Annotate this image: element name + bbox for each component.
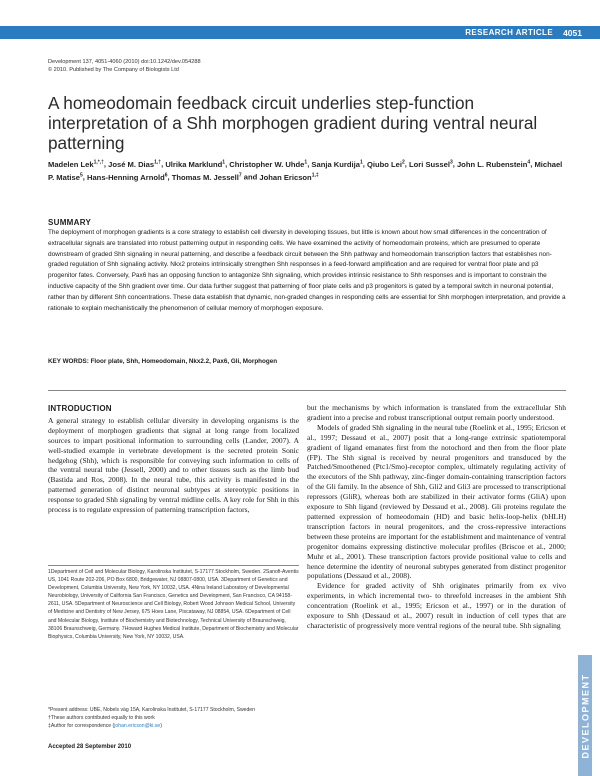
body-right-column bbox=[307, 403, 566, 631]
author-name bbox=[87, 173, 168, 182]
author-name-text: Qiubo Lei bbox=[366, 159, 402, 169]
author-name bbox=[409, 160, 453, 169]
author-name bbox=[259, 173, 318, 182]
citation-line: Development 137, 4051-4060 (2010) doi:10.1242/dev.054288 bbox=[48, 59, 201, 65]
page-number: 4051 bbox=[563, 27, 582, 38]
author-name bbox=[311, 160, 362, 169]
author-affiliation-marker: 1,*,† bbox=[93, 159, 104, 165]
intro-column bbox=[48, 404, 299, 515]
author-name bbox=[48, 160, 104, 169]
header-band bbox=[0, 26, 600, 39]
author-name bbox=[457, 160, 530, 169]
author-name-text: Lori Sussel bbox=[409, 159, 450, 169]
author-affiliation-marker: 2 bbox=[401, 159, 405, 165]
author-name-text: Hans-Henning Arnold bbox=[86, 172, 165, 182]
journal-side-tab bbox=[578, 655, 592, 776]
correspondence-prefix: ‡Author for correspondence ( bbox=[48, 723, 115, 730]
author-affiliation-marker: 6 bbox=[164, 172, 168, 179]
author-name-text: José M. Dias bbox=[108, 159, 155, 169]
article-type-label: RESEARCH ARTICLE bbox=[465, 28, 554, 37]
author-name-text: Madelen Lek bbox=[48, 159, 94, 169]
author-affiliation-marker: 5 bbox=[79, 172, 83, 179]
author-affiliation-marker: 1 bbox=[222, 159, 226, 165]
author-name-text: John L. Rubenstein bbox=[456, 159, 528, 169]
intro-heading: INTRODUCTION bbox=[48, 404, 112, 413]
summary-text: The deployment of morphogen gradients is a core strategy to establish cell diversity in developing tissues, but little is known about how small differences in the concentration of extracellular signals are translated into robust patterning output in responding cells. We have examined the activity of homeodomain proteins, which are presumed to operate downstream of graded Shh signaling in neural patterning, and describe a feedback circuit between the Shh pathway and homeodomain transcription factors that establishes non-graded regulation of Shh signaling activity. Nkx2 proteins intrinsically strengthen Shh responses in a feed-forward amplification and are required for ventral floor plate and p3 progenitor fates. Conversely, Pax6 has an opposing function to antagonize Shh signaling, which provides intrinsic resistance to Shh responses and is important to constrain the inductive capacity of the Shh gradient over time. Our data further suggest that patterning of floor plate cells and p3 progenitors is gated by a temporal switch in neuronal potential, rather than by different Shh concentrations. These data establish that dynamic, non-graded changes in responding cells are essential for Shh morphogen interpretation, and provide a rationale to explain mechanistically the phenomenon of cellular memory of morphogen exposure. bbox=[48, 229, 566, 312]
equal-contribution-note: †These authors contributed equally to this work bbox=[48, 715, 155, 722]
author-affiliation-marker: 1,‡ bbox=[311, 172, 319, 179]
accepted-date: Accepted 28 September 2010 bbox=[48, 744, 132, 750]
citation bbox=[48, 58, 368, 74]
summary-heading: SUMMARY bbox=[48, 218, 92, 227]
intro-text: A general strategy to establish cellular diversity in developing organisms is the deployment of morphogen gradients that signal at long range from localized sources to impart positional information to surrounding cells (Lander, 2007). A well-studied example in vertebrate development is the secreted protein Sonic hedgehog (Shh), which is responsible for conveying such information to cells of the ventral neural tube (Jessell, 2000) and to other tissues such as the limb bud (Bastida and Ros, 2008). In the neural tube, this activity is manifested in the patterned generation of distinct neuronal subtypes at stereotypic positions in response to graded Shh signaling by ventral midline cells. A key role for Shh in this process is to regulate expression of patterning transcription factors, bbox=[48, 415, 299, 515]
author-affiliation-marker: 3 bbox=[449, 159, 453, 165]
correspondence-note bbox=[48, 722, 299, 730]
author-affiliation-marker: 7 bbox=[238, 172, 242, 179]
author-name bbox=[172, 173, 242, 182]
affiliations: 1Department of Cell and Molecular Biology, Karolinska Institutet, S-17177 Stockholm, Sweden. 2Sanofi-Aventis US, 1041 Route 202-206, PO Box 6800, Bridgewater, NJ 08807-0800, USA. 3Department of Genetics and Development, Columbia University, New York, NY 10032, USA. 4Nina Ireland Laboratory of Developmental Neurobiology, University of California San Francisco, Genetics and Development, San Francisco, CA 94158-2611, USA. 5Department of Neuroscience and Cell Biology, Robert Wood Johnson Medical School, University of Medicine and Dentistry of New Jersey, 675 Hoes Lane, Piscataway, NJ 08854, USA. 6Department of Cell and Molecular Biology, Institute of Biochemistry and Biotechnology, Technical University of Braunschweig, 38106 Braunschweig, Germany. 7Howard Hughes Medical Institute, Department of Biochemistry and Molecular Biophysics, Columbia University, New York, NY 10032, USA. bbox=[48, 569, 299, 640]
author-name-text: Christopher W. Uhde bbox=[229, 159, 305, 169]
body-paragraph: but the mechanisms by which information is translated from the extracellular Shh gradient into a precise and robust transcriptional output remain poorly understood. bbox=[307, 403, 566, 422]
body-paragraph: Models of graded Shh signaling in the neural tube (Roelink et al., 1995; Ericson et al., 1997; Dessaud et al., 2007) posit that a long-range extrinsic spatiotemporal gradient of ligand emanates first from the notochord and then from the floor plate (FP). The Shh signal is received by neural progenitors and transduced by the Patched/Smoothened (Ptc1/Smo)-receptor complex, ultimately regulating activity of the executors of the Shh pathway, zinc-finger domain-containing transcription factors of the Gli family. In the absence of Shh, Gli2 and Gli3 are processed to transcriptional repressors (GliR), whereas both are stabilized in their activator forms (GliA) upon exposure to Shh ligand (reviewed by Dessaud et al., 2008). Gli proteins regulate the patterned expression of homeodomain (HD) and basic helix-loop-helix (bHLH) transcription factors in neural progenitors, and the cross-repressive interactions between these proteins are important for the establishment and maintenance of ventral progenitor domains expressing distinctive molecular profiles (Briscoe et al., 2000; Muhr et al., 2001). These transcription factors provide positional value to cells and hence determine the identity of neuronal subtypes generated from distinct progenitor populations (Dessaud et al., 2008). bbox=[307, 422, 566, 581]
author-affiliation-marker: 4 bbox=[527, 159, 531, 165]
author-name-text: Ulrika Marklund bbox=[165, 159, 223, 169]
keywords: KEY WORDS: Floor plate, Shh, Homeodomain, Nkx2.2, Pax6, Gli, Morphogen bbox=[48, 358, 278, 365]
author-name bbox=[229, 160, 307, 169]
side-tab-label: DEVELOPMENT bbox=[580, 672, 591, 759]
author-list: Madelen Lek$^{1,*,\dagger}$, José M. Dias$^{1,\dagger}$, Ulrika Marklund$^1$, Christopher W. Uhde$^1$, Sanja Kurdija$^1$, Qiubo Lei$^2$, Lori Sussel$^3$, John L. Rubenstein$^4$, Michael P. Matise$^5$, Hans-Henning Arnold$^6$, Thomas M. Jessell$^7$ and Johan Ericson$^{1,\ddagger}$ bbox=[48, 159, 563, 182]
author-name-text: Sanja Kurdija bbox=[311, 159, 360, 169]
author-affiliation-marker: 1 bbox=[304, 159, 308, 165]
article-title: A homeodomain feedback circuit underlies step-function interpretation of a Shh morphogen gradient during ventral neural patterning bbox=[48, 93, 538, 153]
author-name-text: Michael P. Matise bbox=[48, 159, 563, 182]
correspondence-email-link[interactable]: johan.ericson@ki.se bbox=[114, 723, 161, 730]
affiliation-divider bbox=[48, 565, 299, 566]
present-address-note: *Present address: UBE, Nobels väg 15A, Karolinska Institutet, S-17177 Stockholm, Sweden bbox=[48, 707, 255, 713]
author-name-text: Thomas M. Jessell bbox=[171, 172, 239, 182]
section-divider bbox=[48, 390, 566, 391]
author-name bbox=[108, 160, 161, 169]
author-affiliation-marker: 1 bbox=[359, 159, 363, 165]
author-name-text: Johan Ericson bbox=[259, 172, 312, 182]
body-paragraph: Evidence for graded activity of Shh originates primarily from ex vivo experiments, in which incremental two- to threefold increases in the ambient Shh concentration (Roelink et al., 1995; Ericson et al., 1997) or in the duration of exposure to Shh (Dessaud et al., 2007) result in induction of cell types that are characteristic of progressively more ventral regions of the neural tube. Shh signaling bbox=[307, 581, 566, 630]
correspondence-suffix: ) bbox=[160, 723, 162, 730]
author-name bbox=[367, 160, 405, 169]
author-name bbox=[165, 160, 225, 169]
author-notes bbox=[48, 706, 299, 730]
author-affiliation-marker: 1,† bbox=[154, 159, 162, 165]
copyright-line: © 2010. Published by The Company of Biologists Ltd bbox=[48, 67, 179, 73]
